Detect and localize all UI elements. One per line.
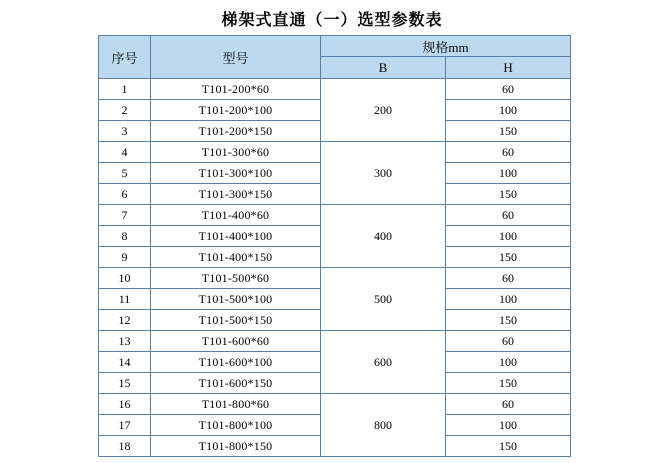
cell-model: T101-400*100	[151, 226, 321, 247]
cell-model: T101-200*100	[151, 100, 321, 121]
cell-model: T101-800*60	[151, 394, 321, 415]
cell-model: T101-600*60	[151, 331, 321, 352]
header-cell-spec: 规格mm	[321, 36, 571, 57]
cell-h: 100	[446, 289, 571, 310]
cell-b: 800	[321, 394, 446, 457]
cell-h: 100	[446, 100, 571, 121]
cell-model: T101-200*60	[151, 79, 321, 100]
header-cell-b: B	[321, 57, 446, 79]
cell-h: 100	[446, 415, 571, 436]
cell-h: 60	[446, 331, 571, 352]
cell-h: 60	[446, 394, 571, 415]
table-container	[0, 35, 664, 457]
cell-b: 600	[321, 331, 446, 394]
cell-h: 60	[446, 79, 571, 100]
cell-b: 500	[321, 268, 446, 331]
cell-no: 14	[99, 352, 151, 373]
cell-no: 12	[99, 310, 151, 331]
cell-b: 400	[321, 205, 446, 268]
cell-model: T101-400*150	[151, 247, 321, 268]
cell-model: T101-600*150	[151, 373, 321, 394]
cell-b: 200	[321, 79, 446, 142]
cell-model: T101-400*60	[151, 205, 321, 226]
cell-model: T101-300*150	[151, 184, 321, 205]
cell-model: T101-300*100	[151, 163, 321, 184]
table-header	[99, 36, 571, 79]
cell-no: 15	[99, 373, 151, 394]
header-cell-model: 型号	[151, 36, 321, 79]
cell-no: 13	[99, 331, 151, 352]
cell-h: 150	[446, 310, 571, 331]
cell-no: 11	[99, 289, 151, 310]
table-row	[99, 142, 571, 163]
cell-h: 150	[446, 184, 571, 205]
cell-no: 9	[99, 247, 151, 268]
header-cell-h: H	[446, 57, 571, 79]
cell-no: 6	[99, 184, 151, 205]
cell-no: 7	[99, 205, 151, 226]
cell-model: T101-500*100	[151, 289, 321, 310]
cell-model: T101-800*150	[151, 436, 321, 457]
cell-h: 100	[446, 226, 571, 247]
cell-model: T101-600*100	[151, 352, 321, 373]
cell-model: T101-300*60	[151, 142, 321, 163]
cell-no: 4	[99, 142, 151, 163]
cell-h: 60	[446, 268, 571, 289]
cell-no: 16	[99, 394, 151, 415]
cell-h: 150	[446, 436, 571, 457]
table-row	[99, 205, 571, 226]
header-row-main	[99, 36, 571, 57]
cell-model: T101-200*150	[151, 121, 321, 142]
table-body	[99, 79, 571, 457]
cell-no: 10	[99, 268, 151, 289]
cell-h: 150	[446, 373, 571, 394]
cell-h: 100	[446, 163, 571, 184]
cell-h: 60	[446, 205, 571, 226]
cell-no: 18	[99, 436, 151, 457]
cell-no: 17	[99, 415, 151, 436]
table-row	[99, 394, 571, 415]
page-title: 梯架式直通（一）选型参数表	[221, 12, 443, 29]
cell-model: T101-500*150	[151, 310, 321, 331]
cell-no: 3	[99, 121, 151, 142]
table-row	[99, 331, 571, 352]
cell-no: 8	[99, 226, 151, 247]
cell-h: 150	[446, 121, 571, 142]
table-row	[99, 268, 571, 289]
table-row	[99, 79, 571, 100]
cell-model: T101-800*100	[151, 415, 321, 436]
spec-table	[98, 35, 571, 457]
cell-no: 5	[99, 163, 151, 184]
cell-model: T101-500*60	[151, 268, 321, 289]
cell-no: 2	[99, 100, 151, 121]
cell-no: 1	[99, 79, 151, 100]
cell-h: 100	[446, 352, 571, 373]
cell-h: 60	[446, 142, 571, 163]
header-cell-no: 序号	[99, 36, 151, 79]
cell-h: 150	[446, 247, 571, 268]
cell-b: 300	[321, 142, 446, 205]
